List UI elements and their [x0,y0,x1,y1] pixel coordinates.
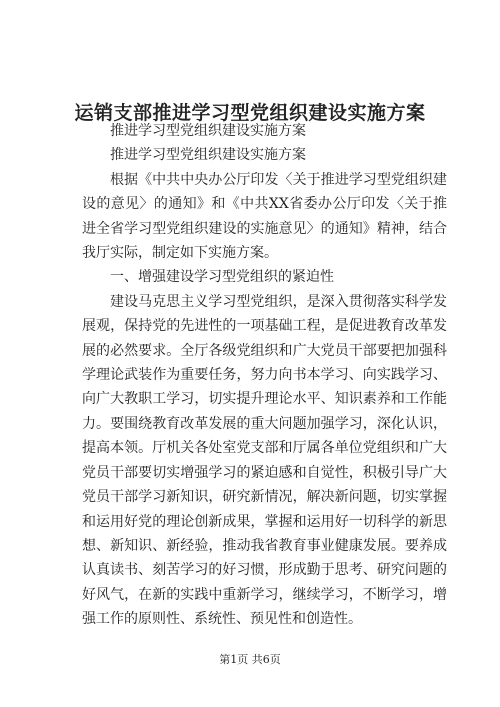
body-paragraph: 建设马克思主义学习型党组织，是深入贯彻落实科学发展观，保持党的先进性的一项基础工程，是促进教育改革发展的必然要求。全厅各级党组织和广大党员干部要把加强科学理论武装作为重要任务，努力向书本学习、向实践学习、向广大教职工学习，切实提升理论水平、知识素养和工作能力。要围绕教育改革发展的重大问题加强学习，深化认识，提高本领。厅机关各处室党支部和厅属各单位党组织和广大党员干部要切实增强学习的紧迫感和自觉性，积极引导广大党员干部学习新知识，研究新情况，解决新问题，切实掌握和运用好党的理论创新成果，掌握和运用好一切科学的新思想、新知识、新经验，推动我省教育事业健康发展。要养成认真读书、刻苦学习的好习惯，形成勤于思考、研究问题的好风气，在新的实践中重新学习，继续学习，不断学习，增强工作的原则性、系统性、预见性和创造性。 [82,293,447,628]
page-number-footer: 第1页 共6页 [219,653,281,666]
body-paragraph: 推进学习型党组织建设实施方案 [110,147,306,164]
section-heading: 一、增强建设学习型党组织的紧迫性 [110,269,334,286]
body-paragraph: 根据《中共中央办公厅印发〈关于推进学习型党组织建设的意见〉的通知》和《中共XX省委办公厅印发〈关于推进全省学习型党组织建设的实施意见〉的通知》精神，结合我厅实际，制定如下实施方案。 [82,171,447,262]
document-title: 运销支部推进学习型党组织建设实施方案 [74,101,426,124]
body-paragraph: 推进学习型党组织建设实施方案 [110,123,306,139]
document-body [82,119,447,632]
